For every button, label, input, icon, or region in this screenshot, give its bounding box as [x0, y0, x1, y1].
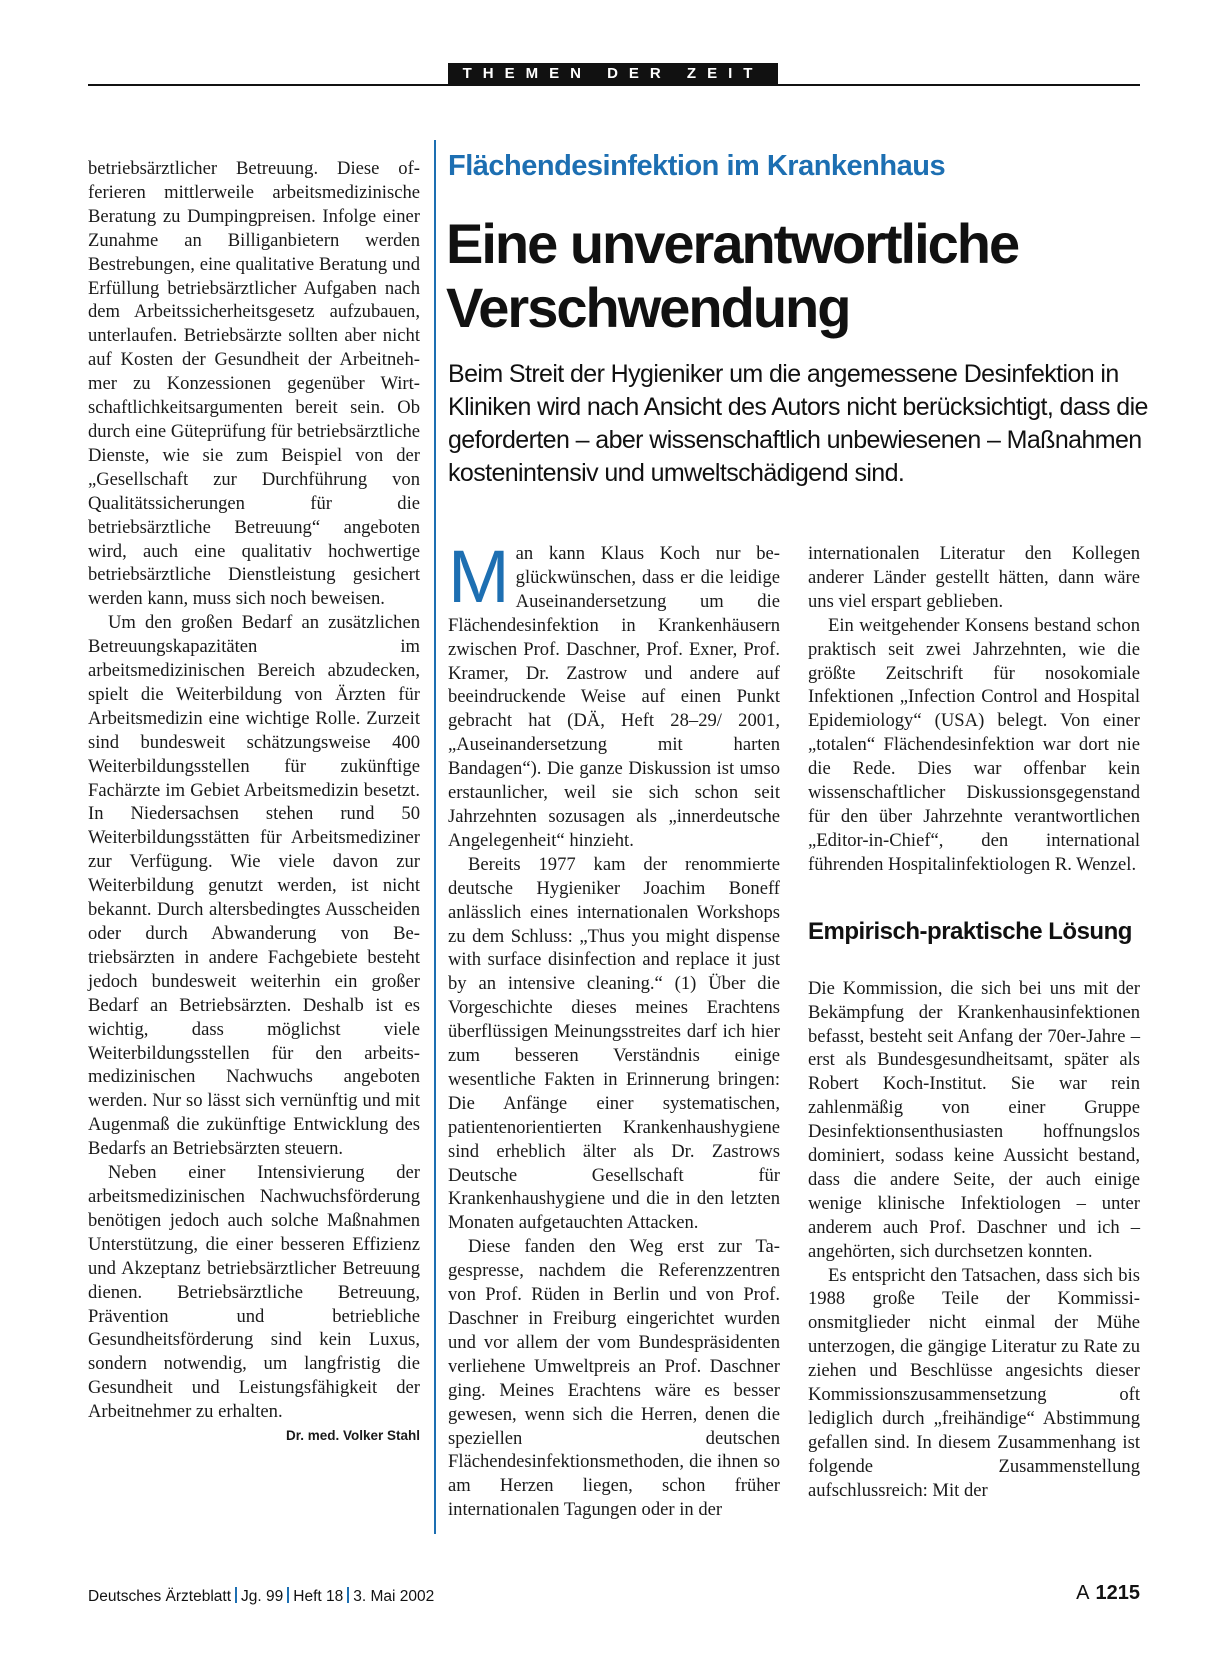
footer-citation [88, 1587, 434, 1606]
headline-line-2: Verschwendung [446, 276, 850, 339]
journal-issue: Heft 18 [293, 1588, 344, 1605]
footer-separator [235, 1587, 237, 1603]
left-paragraph-3 [88, 1161, 420, 1444]
headline-line-1: Eine unverantwortliche [446, 212, 1019, 275]
right-column [808, 542, 1140, 1503]
footer-separator [287, 1587, 289, 1603]
page-indicator [1076, 1582, 1140, 1605]
footer-separator [347, 1587, 349, 1603]
article-headline [446, 212, 1146, 340]
journal-date: 3. Mai 2002 [353, 1588, 435, 1605]
mid-paragraph-1 [448, 535, 780, 853]
journal-volume: Jg. 99 [241, 1588, 284, 1605]
left-column [88, 157, 420, 1448]
right-paragraph-1: internationalen Literatur den Kollegen anderer Länder gestellt hätten, dann wäre uns viel erspart geblieben. [808, 543, 1140, 612]
mid-paragraph-2: Bereits 1977 kam der renommierte deutsche Hygieniker Joachim Boneff anlässlich eines internationalen Workshops zu dem Schluss: „Thus you might dispense with surface disinfection and replace it just by an intensive cleaning.“ (1) Über die Vorgeschichte dieses meines Erachtens überflüssigen Meinungsstreites darf ich hier zum besseren Verständnis einige wesentliche Fakten in Erinnerung bringen: Die Anfänge einer systematischen, patientenorientierten Krankenhaushygiene sind erheblich älter als Dr. Zastrows Deutsche Gesellschaft für Krankenhaushygiene und die in den letzten Monaten aufgetauchten Attacken. [448, 853, 780, 1234]
drop-cap: M [448, 535, 510, 618]
page-footer [88, 1582, 1140, 1608]
middle-column [448, 535, 780, 1522]
author-signature: Dr. med. Volker Stahl [285, 1428, 420, 1444]
page-prefix: A [1076, 1582, 1090, 1604]
right-paragraph-2: Ein weitgehender Konsens bestand schon praktisch seit zwei Jahrzehnten, wie die größte Zeitschrift für nosokomiale Infektionen „Infection Control and Hospital Epidemiology“ (USA) belegt. Von einer „totalen“ Flächendesinfektion war dort nie die Rede. Dies war offenbar kein wissenschaftlicher Diskussionsgegenstand für den über Jahrzehnte verantwortlichen „Editor-in-Chief“, den international führenden Hospitalinfektiologen R. Wenzel. [808, 614, 1140, 875]
mid-paragraph-3: Diese fanden den Weg erst zur Tagespresse, nachdem die Referenzzentren von Prof. Rüden in Berlin und von Prof. Daschner in Freiburg eingerichtet wurden und vor allem der vom Bundespräsidenten verliehene Umweltpreis an Prof. Daschner ging. Meines Erachtens wäre es besser gewesen, wenn sich die Herren, denen die speziellen deutschen Flächendesinfektionsmethoden, die ihnen so am Herzen liegen, schon früher internationalen Tagungen oder in der [448, 1236, 780, 1521]
right-paragraph-4: Es entspricht den Tatsachen, dass sich bis 1988 große Teile der Kommissionsmitglieder nicht einmal der Mühe unterzogen, die gängige Literatur zu Rate zu ziehen und Beschlüsse angesichts dieser Kommissionszusammensetzung oft lediglich durch „freihändige“ Abstimmung gefallen sind. In diesem Zusammenhang ist folgende Zusammenstellung aufschlussreich: Mit der [808, 1264, 1140, 1501]
column-divider [434, 140, 436, 1534]
section-tag: THEMEN DER ZEIT [448, 63, 778, 85]
page-number: 1215 [1095, 1582, 1140, 1604]
article-lead: Beim Streit der Hygieniker um die angemessene Desinfektion in Kliniken wird nach Ansicht des Autors nicht berücksichtigt, dass die geforderten – aber wissenschaftlich unbewiesenen – Maßnahmen kostenintensiv und umweltschädigend sind. [448, 360, 1148, 487]
article-kicker: Flächendesinfektion im Krankenhaus [448, 150, 946, 182]
left-paragraph-1: betriebsärztlicher Betreuung. Diese offerieren mittlerweile arbeitsmedizinische Beratung zu Dumpingpreisen. Infolge einer Zunahme an Billiganbietern werden Bestrebungen, eine qualitative Beratung und Erfüllung betriebsärztlicher Aufgaben nach dem Arbeitssicherheitsgesetz aufzubauen, unterlaufen. Betriebsärzte sollten aber nicht auf Kosten der Gesundheit der Arbeitnehmer zu Konzessionen gegenüber Wirtschaftlichkeitsargumenten bereit sein. Ob durch eine Güteprüfung für betriebsärztliche Dienste, wie sie zum Beispiel von der „Gesellschaft zur Durchführung von Qualitätssicherungen für die betriebsärztliche Betreuung“ angeboten wird, auch eine qualitativ hochwertige betriebsärztliche Dienstleistung gesichert werden kann, muss sich noch beweisen. [88, 158, 420, 610]
left-paragraph-3-text: Neben einer Intensivierung der arbeitsmedizinischen Nachwuchsförderung benötigen jedoch auch solche Maßnahmen Unterstützung, die einer besseren Effizienz und Akzeptanz betriebsärztlicher Betreuung dienen. Betriebsärztliche Betreuung, Prävention und betriebliche Gesundheitsförderung sind kein Luxus, sondern notwendig, um langfristig die Gesundheit und Leistungsfähigkeit der Arbeitnehmer zu erhalten. [88, 1162, 420, 1423]
left-paragraph-2: Um den großen Bedarf an zusätzlichen Betreuungskapazitäten im arbeitsmedizinischen Bereich abzudecken, spielt die Weiterbildung von Ärzten für Arbeitsmedizin eine wichtige Rolle. Zurzeit sind bundesweit schätzungsweise 400 Weiterbildungsstellen für zukünftige Fachärzte im Gebiet Arbeitsmedizin besetzt. In Niedersachsen stehen rund 50 Weiterbildungsstätten für Arbeitsmediziner zur Verfügung. Wie viele davon zur Weiterbildung genutzt werden, ist nicht bekannt. Durch altersbedingtes Ausscheiden oder durch Abwanderung von Betriebsärzten in andere Fachgebiete besteht jedoch bundesweit weiterhin ein großer Bedarf an Betriebsärzten. Deshalb ist es wichtig, dass möglichst viele Weiterbildungsstellen für den arbeitsmedizinischen Nachwuchs angeboten werden. Nur so lässt sich vernünftig und mit Augenmaß die zukünftige Entwicklung des Bedarfs an Betriebsärzten steuern. [88, 612, 420, 1160]
journal-name: Deutsches Ärzteblatt [88, 1588, 232, 1605]
mid-paragraph-1-text: an kann Klaus Koch nur beglückwünschen, dass er die leidige Auseinandersetzung um die Flächendesinfektion in Krankenhäusern zwischen Prof. Daschner, Prof. Exner, Prof. Kramer, Dr. Zastrow und andere auf beeindruckende Weise auf einen Punkt gebracht hat (DÄ, Heft 28–29/ 2001, „Auseinandersetzung mit harten Bandagen“). Die ganze Diskussion ist umso erstaunlicher, weil sie sich schon seit Jahrzehnten sozusagen als „innerdeutsche Angelegenheit“ hinzieht. [448, 543, 780, 851]
section-subheading: Empirisch-praktische Lösung [808, 917, 1132, 945]
right-paragraph-3: Die Kommission, die sich bei uns mit der Bekämpfung der Krankenhausinfektionen befasst, besteht seit Anfang der 70er-Jahre – erst als Bundesgesundheitsamt, später als Robert Koch-Institut. Sie war rein zahlenmäßig von einer Gruppe Desinfektionsenthusiasten hoffnungslos dominiert, sodass keine Aussicht bestand, dass die andere Seite, der auch einige wenige klinische Infektiologen – unter anderem auch Prof. Daschner und ich – angehörten, sich durchsetzen konnten. [808, 977, 1140, 1262]
